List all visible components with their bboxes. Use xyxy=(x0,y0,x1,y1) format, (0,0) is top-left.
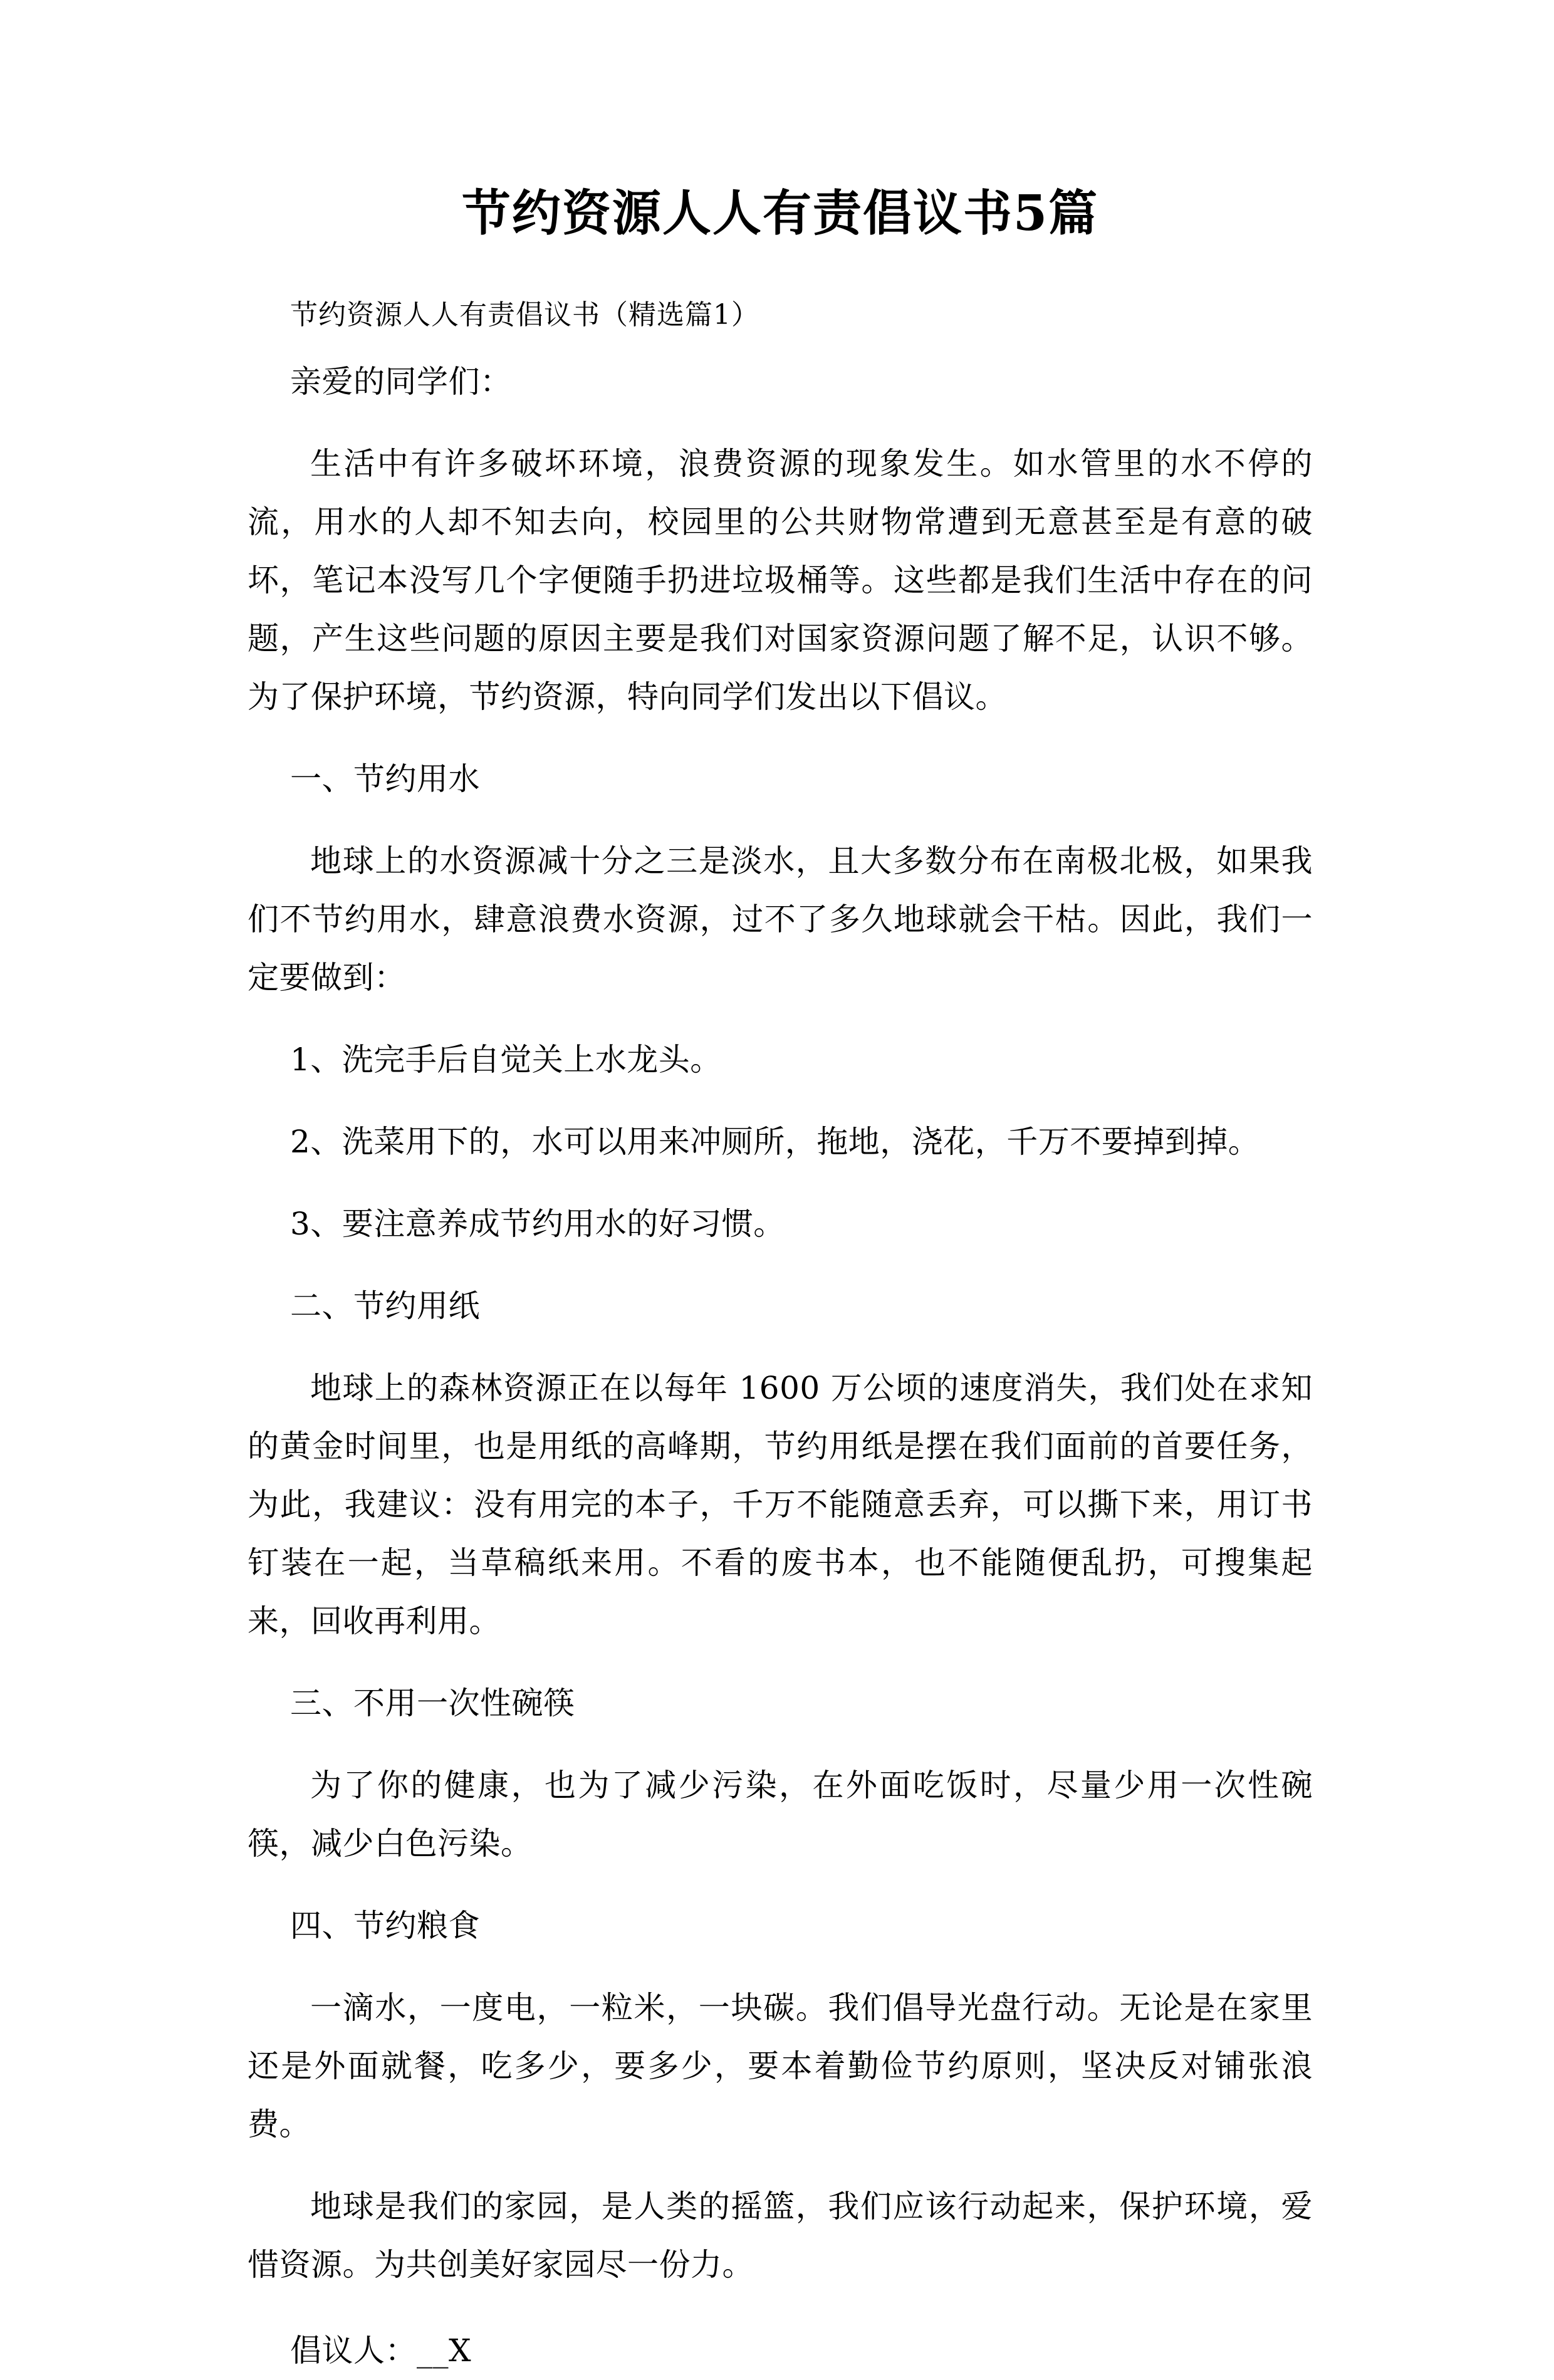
section-heading-3: 三、不用一次性碗筷 xyxy=(290,1685,575,1722)
list-item: 2、洗菜用下的，水可以用来冲厕所，拖地，浇花，千万不要掉到掉。 xyxy=(290,1124,1260,1161)
section-heading-2: 二、节约用纸 xyxy=(290,1288,480,1325)
list-item: 3、要注意养成节约用水的好习惯。 xyxy=(290,1206,785,1243)
section-heading-1: 一、节约用水 xyxy=(290,761,480,798)
intro-paragraph: 生活中有许多破坏环境，浪费资源的现象发生。如水管里的水不停的流，用水的人却不知去向，校园里的公共财物常遭到无意甚至是有意的破坏，笔记本没写几个字便随手扔进垃圾桶等。这些都是我们生活中存在的问题，产生这些问题的原因主要是我们对国家资源问题了解不足，认识不够。为了保护环境，节约资源，特向同学们发出以下倡议。 xyxy=(248,446,1313,716)
section-body-1: 地球上的水资源减十分之三是淡水，且大多数分布在南极北极，如果我们不节约用水，肆意浪费水资源，过不了多久地球就会干枯。因此，我们一定要做到： xyxy=(248,843,1313,996)
signature-line: 倡议人：__X xyxy=(290,2332,472,2369)
page-title: 节约资源人人有责倡议书5篇 xyxy=(461,185,1099,242)
document-subtitle: 节约资源人人有责倡议书（精选篇1） xyxy=(290,299,759,331)
section-body-3: 为了你的健康，也为了减少污染，在外面吃饭时，尽量少用一次性碗筷，减少白色污染。 xyxy=(248,1767,1313,1862)
list-item: 1、洗完手后自觉关上水龙头。 xyxy=(290,1041,722,1078)
section-heading-4: 四、节约粮食 xyxy=(290,1908,480,1944)
salutation: 亲爱的同学们： xyxy=(290,363,512,400)
closing-paragraph: 地球是我们的家园，是人类的摇篮，我们应该行动起来，保护环境，爱惜资源。为共创美好家园尽一份力。 xyxy=(248,2188,1313,2283)
section-body-4: 一滴水，一度电，一粒米，一块碳。我们倡导光盘行动。无论是在家里还是外面就餐，吃多少，要多少，要本着勤俭节约原则，坚决反对铺张浪费。 xyxy=(248,1990,1313,2143)
section-body-2: 地球上的森林资源正在以每年 1600 万公顷的速度消失，我们处在求知的黄金时间里，也是用纸的高峰期，节约用纸是摆在我们面前的首要任务，为此，我建议：没有用完的本子，千万不能随意丢弃，可以撕下来，用订书钉装在一起，当草稿纸来用。不看的废书本，也不能随便乱扔，可搜集起来，回收再利用。 xyxy=(248,1370,1313,1640)
document-content xyxy=(248,0,1313,2380)
